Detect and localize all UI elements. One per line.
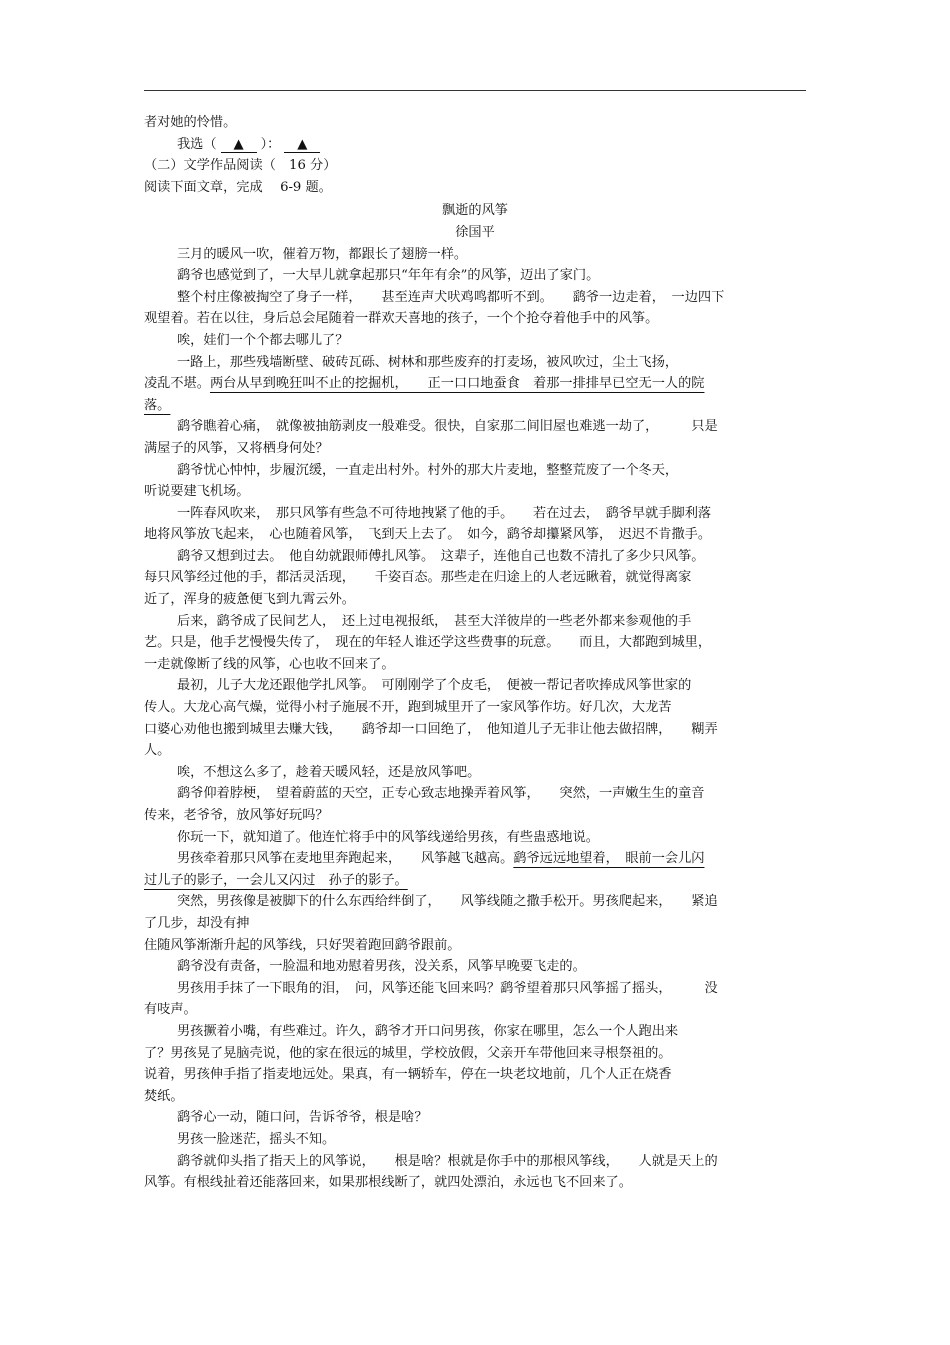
article-line — [144, 935, 806, 957]
article-line — [144, 481, 806, 503]
article-line-text: 鹞爷瞧着心痛， 就像被抽筋剥皮一般难受。很快，自家那二间旧屋也难逃一劫了， 只是 — [177, 419, 718, 435]
article-line — [144, 524, 806, 546]
article-line — [144, 805, 806, 827]
article-line — [144, 308, 806, 330]
section-instruction: 阅读下面文章，完成 6-9 题。 — [144, 179, 332, 195]
article-author: 徐国平 — [455, 224, 495, 240]
article-line-text: 男孩一脸迷茫，摇头不知。 — [177, 1131, 336, 1147]
underlined-passage: 两台从早到晚狂叫不止的挖掘机， 正一口口地蚕食 着那一排排早已空无一人的院 — [209, 376, 705, 392]
answer-blank-1: ▲ — [221, 137, 257, 153]
article-line — [144, 330, 806, 352]
article-line — [144, 546, 806, 568]
article-line — [144, 589, 806, 611]
article-line — [144, 827, 806, 849]
article-line-text: 一路上，那些残墙断壁、破砖瓦砾、树林和那些废弃的打麦场，被风吹过，尘土飞扬， — [177, 354, 679, 370]
article-line — [144, 1107, 806, 1129]
article-title: 飘逝的风筝 — [442, 203, 508, 219]
article-line-text: 突然，男孩像是被脚下的什么东西给绊倒了， 风筝线随之撒手松开。男孩爬起来， 紧追 — [177, 894, 718, 910]
answer-blank-2: ▲ — [284, 137, 320, 153]
article-line — [144, 956, 806, 978]
article-line-text: 满屋子的风筝，又将栖身何处？ — [144, 440, 329, 456]
article-line — [144, 654, 806, 676]
article-line — [144, 675, 806, 697]
article-line — [144, 1151, 806, 1173]
article-line-text: 了？男孩晃了晃脑壳说，他的家在很远的城里，学校放假，父亲开车带他回来寻根祭祖的。 — [144, 1045, 672, 1061]
article-line-text: 男孩牵着那只风筝在麦地里奔跑起来， 风筝越飞越高。 — [177, 851, 514, 867]
article-line-text: 风筝。有根线扯着还能落回来，如果那根线断了，就四处漂泊，永远也飞不回来了。 — [144, 1175, 632, 1191]
exam-page — [144, 112, 806, 1194]
article-line-text: 观望着。若在以往，身后总会尾随着一群欢天喜地的孩子，一个个抢夺着他手中的风筝。 — [144, 311, 659, 327]
article-line — [144, 719, 806, 741]
article-line — [144, 891, 806, 913]
article-line-text: 鹞爷没有责备，一脸温和地劝慰着男孩，没关系，风筝早晚要飞走的。 — [177, 959, 586, 975]
article-line — [144, 848, 806, 870]
article-line-text: 一走就像断了线的风筝，心也收不回来了。 — [144, 656, 395, 672]
underlined-passage: 过儿子的影子，一会儿又闪过 孙子的影子。 — [144, 872, 408, 888]
article-line — [144, 1086, 806, 1108]
article-line-text: 鹞爷仰着脖梗， 望着蔚蓝的天空，正专心致志地操弄着风筝， 突然，一声嫩生生的童音 — [177, 786, 705, 802]
article-line-text: 鹞爷就仰头指了指天上的风筝说， 根是啥？根就是你手中的那根风筝线， 人就是天上的 — [177, 1153, 718, 1169]
article-line-text: 口婆心劝他也搬到城里去赚大钱， 鹞爷却一口回绝了， 他知道儿子无非让他去做招牌， 糊弄 — [144, 721, 718, 737]
article-line-text: 男孩撅着小嘴，有些难过。许久，鹞爷才开口问男孩，你家在哪里，怎么一个人跑出来 — [177, 1023, 679, 1039]
article-line — [144, 1172, 806, 1194]
article-line — [144, 416, 806, 438]
article-line — [144, 1129, 806, 1151]
article-line — [144, 1043, 806, 1065]
underlined-passage: 鹞爷远远地望着， 眼前一会儿闪 — [513, 851, 705, 867]
article-line-text: 有吱声。 — [144, 1002, 197, 1018]
article-line-text: 你玩一下，就知道了。他连忙将手中的风筝线递给男孩，有些蛊惑地说。 — [177, 829, 599, 845]
article-line — [144, 611, 806, 633]
article-line-text: 说着，男孩伸手指了指麦地远处。果真，有一辆轿车，停在一块老坟地前，几个人正在烧香 — [144, 1067, 672, 1083]
article-line-text: 整个村庄像被掏空了身子一样， 甚至连声犬吠鸡鸣都听不到。 鹞爷一边走着， 一边四下 — [177, 289, 725, 305]
article-line — [144, 567, 806, 589]
article-line — [144, 783, 806, 805]
article-line — [144, 1021, 806, 1043]
article-line-text: 鹞爷也感觉到了，一大早儿就拿起那只“年年有余”的风筝，迈出了家门。 — [177, 268, 600, 284]
article-line-text: 传来，老爷爷，放风筝好玩吗？ — [144, 808, 329, 823]
article-line — [144, 1064, 806, 1086]
article-line-text: 鹞爷心一动，随口问，告诉爷爷，根是啥？ — [177, 1110, 428, 1126]
article-line — [144, 503, 806, 525]
article-line — [144, 395, 806, 417]
article-line — [144, 762, 806, 784]
article-line — [144, 352, 806, 374]
article-line — [144, 438, 806, 460]
article-line — [144, 373, 806, 395]
article-line-text: 每只风筝经过他的手，都活灵活现， 千姿百态。那些走在归途上的人老远瞅着，就觉得离家 — [144, 570, 692, 586]
article-line-text: 了几步，却没有抻 — [144, 915, 250, 931]
article-line-text: 传人。大龙心高气燥，觉得小村子施展不开，跑到城里开了一家风筝作坊。好几次，大龙苦 — [144, 700, 672, 716]
article-line — [144, 632, 806, 654]
article-line-text: 最初，儿子大龙还跟他学扎风筝。 可刚刚学了个皮毛， 便被一帮记者吹捧成风筝世家的 — [177, 678, 692, 694]
article-line — [144, 244, 806, 266]
header-rule — [144, 90, 806, 91]
article-line-text: 唉，不想这么多了，趁着天暖风轻，还是放风筝吧。 — [177, 764, 481, 780]
article-line — [144, 265, 806, 287]
article-line-text: 焚纸。 — [144, 1088, 184, 1104]
choose-prefix: 我选（ — [177, 136, 217, 152]
article-line — [144, 740, 806, 762]
article-line — [144, 460, 806, 482]
article-line — [144, 870, 806, 892]
article-line — [144, 287, 806, 309]
article-line-text: 鹞爷又想到过去。 他自幼就跟师傅扎风筝。 这辈子，连他自己也数不清扎了多少只风筝。 — [177, 548, 705, 564]
article-line-text: 三月的暖风一吹，催着万物，都跟长了翅膀一样。 — [177, 246, 468, 262]
article-line — [144, 999, 806, 1021]
article-line — [144, 913, 806, 935]
article-line-text: 近了，浑身的疲惫便飞到九霄云外。 — [144, 592, 355, 608]
article-line-text: 后来，鹞爷成了民间艺人， 还上过电视报纸， 甚至大洋彼岸的一些老外都来参观他的手 — [177, 613, 692, 629]
article-line-text: 艺。只是，他手艺慢慢失传了， 现在的年轻人谁还学这些费事的玩意。 而且，大都跑到城里， — [144, 635, 712, 651]
article-line — [144, 697, 806, 719]
article-line — [144, 978, 806, 1000]
article-line-text: 地将风筝放飞起来， 心也随着风筝， 飞到天上去了。 如今，鹞爷却攥紧风筝， 迟迟不肯撒手。 — [144, 527, 712, 543]
section-heading: （二）文学作品阅读（ 16 分） — [144, 158, 337, 174]
article-line-text: 人。 — [144, 743, 171, 759]
choose-line — [144, 134, 806, 156]
article-line-text: 男孩用手抹了一下眼角的泪， 问，风筝还能飞回来吗？鹞爷望着那只风筝摇了摇头， 没 — [177, 980, 718, 996]
choose-mid: ）： — [260, 136, 281, 152]
article-line-text: 一阵春风吹来， 那只风筝有些急不可待地拽紧了他的手。 若在过去， 鹞爷早就手脚利落 — [177, 505, 712, 521]
article-line-text: 凌乱不堪。 — [144, 376, 210, 392]
article-line-text: 唉，娃们一个个都去哪儿了？ — [177, 332, 349, 348]
prior-text-line: 者对她的怜惜。 — [144, 115, 237, 130]
article-line-text: 住随风筝渐渐升起的风筝线，只好哭着跑回鹞爷跟前。 — [144, 937, 461, 953]
article-line-text: 听说要建飞机场。 — [144, 484, 250, 500]
underlined-passage: 落。 — [144, 397, 171, 413]
article-body — [144, 244, 806, 1194]
article-line-text: 鹞爷忧心忡忡，步履沉缓，一直走出村外。村外的那大片麦地，整整荒废了一个冬天， — [177, 462, 679, 478]
